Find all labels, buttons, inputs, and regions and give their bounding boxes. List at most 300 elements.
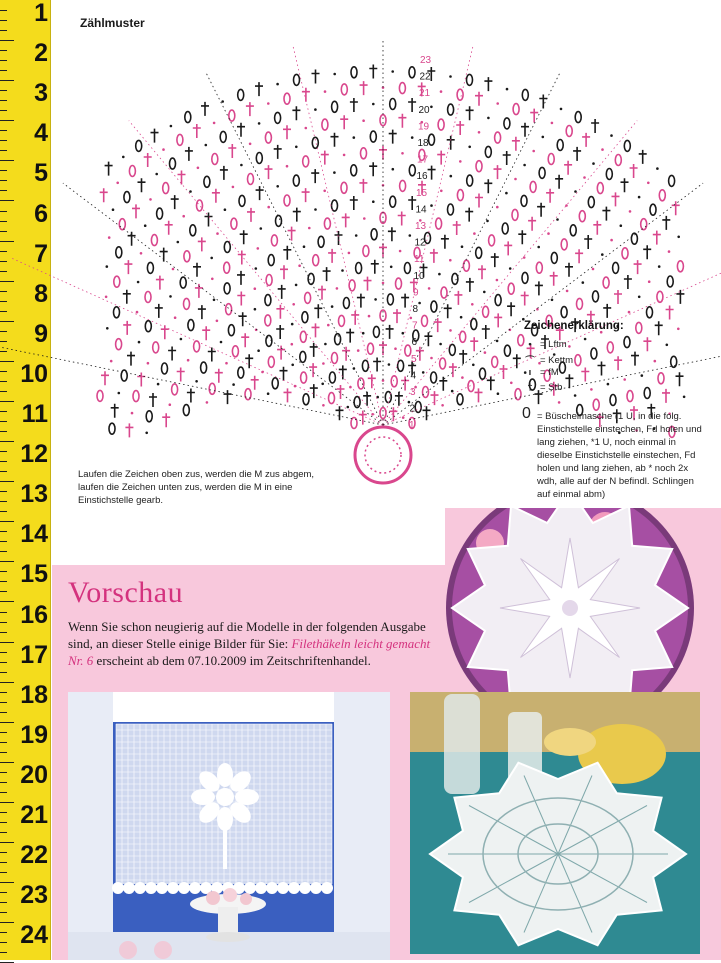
cluster-stitch [468,381,474,392]
ruler-tick [0,792,7,793]
chain-stitch [402,332,405,335]
chain-stitch [410,317,413,320]
cluster-stitch [476,247,482,258]
row-number: 15 [416,187,428,199]
chain-stitch [137,281,140,284]
chain-stitch [486,220,489,223]
chain-stitch [468,146,471,149]
row-number: 6 [411,337,418,349]
chain-stitch [362,332,365,335]
double-crochet-stitch [369,65,377,79]
double-crochet-stitch [393,309,401,323]
chain-stitch [162,148,165,151]
chain-stitch [566,290,569,293]
double-crochet-stitch [276,305,284,319]
double-crochet-stitch [128,232,136,246]
cluster-stitch [170,158,176,169]
chain-stitch [106,327,109,330]
double-crochet-stitch [503,151,511,165]
row-number: 3 [410,387,416,398]
cluster-stitch [373,326,379,337]
double-crochet-stitch [424,332,432,346]
double-crochet-stitch [494,165,502,179]
chain-stitch [169,295,172,298]
chain-stitch [213,299,216,302]
ruler-tick [0,772,7,773]
cluster-stitch [669,175,675,186]
cluster-stitch [548,154,554,165]
cluster-stitch [201,362,207,373]
cluster-stitch [398,360,404,371]
chain-stitch [509,267,512,270]
chain-stitch [224,208,227,211]
chain-stitch [583,176,586,179]
chain-stitch [648,280,651,283]
ruler-number: 15 [20,560,48,589]
double-crochet-stitch [416,347,424,361]
cluster-stitch [521,195,527,206]
ruler-tick [0,922,14,923]
chain-stitch [401,152,404,155]
double-crochet-stitch [672,201,680,215]
cluster-stitch [658,373,664,384]
chain-stitch [372,103,375,106]
ruler-tick [0,642,14,643]
chain-stitch [666,344,669,347]
double-crochet-stitch [528,217,536,231]
ruler-tick [0,762,14,763]
double-crochet-stitch [101,371,109,385]
chain-stitch [260,227,263,230]
double-crochet-stitch [521,123,529,137]
ruler-tick [0,902,7,903]
chain-stitch [390,266,393,269]
cluster-stitch [119,219,125,230]
chain-stitch [638,296,641,299]
double-crochet-stitch [137,373,145,387]
double-crochet-stitch [312,70,320,84]
double-crochet-stitch [484,179,492,193]
chain-stitch [532,150,535,153]
ruler-number: 1 [34,0,48,27]
ruler-number: 24 [20,921,48,950]
ruler-tick [0,692,7,693]
cluster-stitch [671,356,677,367]
double-crochet-stitch [276,325,284,339]
legend-item-text: = Stb [540,382,563,393]
double-crochet-stitch [612,192,620,206]
cluster-stitch [284,195,290,206]
double-crochet-stitch [237,271,245,285]
double-crochet-stitch [624,275,632,289]
chain-stitch [172,268,175,271]
double-crochet-stitch [453,221,461,235]
cluster-stitch [183,405,189,416]
chain-stitch [144,224,147,227]
curtain-scallop [277,882,289,894]
double-crochet-stitch [447,136,455,150]
double-crochet-stitch [335,231,343,245]
chain-stitch [105,296,108,299]
cluster-stitch [351,165,357,176]
chain-stitch [658,265,661,268]
cluster-stitch [239,195,245,206]
chain-stitch [291,323,294,326]
double-crochet-stitch [346,329,354,343]
chain-stitch [205,144,208,147]
cluster-stitch [302,312,308,323]
ruler-number: 8 [34,279,48,308]
row-number: 7 [412,320,418,332]
double-crochet-stitch [398,212,406,226]
double-crochet-stitch [359,179,367,193]
double-crochet-stitch [564,161,572,175]
chain-stitch [449,259,452,262]
chain-stitch [451,390,454,393]
preview-text-before: Wenn Sie schon neugierig auf die Modelle in der folgenden Ausgabe sind, an dieser Stelle einige Bilder für Sie: [68,619,426,651]
ruler-number: 9 [34,319,48,348]
double-crochet-stitch [475,388,483,402]
row-number: 14 [415,204,427,216]
double-crochet-stitch [439,377,447,391]
ruler-number: 3 [34,79,48,108]
double-crochet-stitch [198,305,206,319]
cluster-stitch [266,335,272,346]
double-crochet-stitch [178,171,186,185]
chain-stitch [574,190,577,193]
photo-star-doily [445,508,721,716]
ruler-tick [0,832,7,833]
cluster-stitch [513,104,519,115]
chain-stitch [428,287,431,290]
curtain-scallop [189,882,201,894]
ruler-tick [0,752,7,753]
ruler-tick [0,862,7,863]
chain-stitch [523,164,526,167]
arc-symbol: ⌒ [525,356,535,367]
cluster-stitch [265,295,271,306]
double-crochet-stitch [602,207,610,221]
cluster-stitch [489,235,495,246]
curtain-scallop [266,882,278,894]
double-crochet-stitch [280,367,288,381]
center-ring-inner [365,437,401,473]
chain-stitch [439,343,442,346]
cluster-stitch [476,161,482,172]
double-crochet-stitch [155,304,163,318]
chain-stitch [147,362,150,365]
double-crochet-stitch [581,368,589,382]
double-crochet-stitch [614,356,622,370]
chain-stitch [357,349,360,352]
cluster-stitch [339,315,345,326]
chain-stitch [560,108,563,111]
ruler-tick [0,842,14,843]
double-crochet-stitch [575,249,583,263]
row-number: 4 [410,370,417,382]
chain-stitch [155,173,158,176]
cluster-stitch [294,74,300,85]
double-crochet-stitch [283,246,291,260]
cluster-stitch [354,397,360,408]
double-crochet-stitch [408,98,416,112]
cluster-stitch [332,353,338,364]
cluster-stitch [172,384,178,395]
chain-stitch [324,343,327,346]
cluster-stitch [163,183,169,194]
cluster-stitch [588,197,594,208]
cluster-stitch [644,388,650,399]
double-crochet-stitch [373,358,381,372]
ruler-tick [0,722,14,723]
chain-stitch [136,311,139,314]
chain-stitch [418,302,421,305]
cluster-stitch [441,287,447,298]
cluster-stitch [362,360,368,371]
cluster-stitch [197,200,203,211]
double-crochet-stitch [643,337,651,351]
double-crochet-stitch [339,365,347,379]
chain-spoke [207,74,383,425]
chain-stitch [322,362,325,365]
preview-title: Vorschau [68,576,184,609]
cluster-stitch [308,273,314,284]
double-crochet-stitch [662,389,670,403]
ruler-number: 16 [20,600,48,629]
dot-symbol: • [528,339,532,350]
filet-flower-center [216,788,234,806]
legend-item-text: = fM [540,367,559,378]
curtain-scallop [255,882,267,894]
double-crochet-stitch [292,106,300,120]
double-crochet-stitch [655,321,663,335]
chain-stitch [331,305,334,308]
cluster-stitch [265,132,271,143]
double-crochet-stitch [255,82,263,96]
photo-table-doily [410,692,700,954]
chain-stitch [295,146,298,149]
double-crochet-stitch [379,243,387,257]
ruler-number: 12 [20,440,48,469]
chain-stitch [210,257,213,260]
double-crochet-stitch [653,231,661,245]
cluster-stitch [522,272,528,283]
double-crochet-stitch [591,119,599,133]
chain-stitch [216,320,219,323]
chain-stitch [305,127,308,130]
double-crochet-stitch [138,178,146,192]
chain-stitch [291,364,294,367]
double-crochet-stitch [100,188,108,202]
cluster-stitch [622,248,628,259]
ruler-number: 19 [20,720,48,749]
double-crochet-stitch [482,325,490,339]
cluster-stitch [485,146,491,157]
cluster-stitch [415,402,421,413]
legend-title: Zeichenerklärung: [524,320,624,332]
ruler-number: 13 [20,480,48,509]
double-crochet-stitch [237,292,245,306]
chain-stitch [347,406,350,409]
ruler-tick [0,662,7,663]
cluster-stitch [276,215,282,226]
chain-stitch [276,83,279,86]
row-number: 20 [418,104,430,116]
chain-stitch [372,200,375,203]
double-crochet-stitch [350,98,358,112]
chain-stitch [323,190,326,193]
ruler-number: 23 [20,881,48,910]
double-crochet-stitch [444,304,452,318]
row-number: 22 [419,71,431,83]
cluster-stitch [229,110,235,121]
chain-stitch [267,206,270,209]
ruler-number: 10 [20,359,48,388]
cluster-stitch [370,131,376,142]
cluster-stitch [190,225,196,236]
chain-stitch [558,401,561,404]
double-crochet-stitch [478,265,486,279]
cluster-stitch [272,378,278,389]
cluster-stitch [508,283,514,294]
double-crochet-stitch [507,302,515,316]
double-crochet-stitch [491,253,499,267]
chain-stitch [255,267,258,270]
double-crochet-stitch [280,265,288,279]
center-ring [355,427,411,483]
cluster-stitch [224,242,230,253]
cluster-stitch [136,140,142,151]
double-crochet-stitch [168,347,176,361]
double-crochet-stitch [494,313,502,327]
chain-stitch [496,102,499,105]
cluster-stitch [231,218,237,229]
chain-stitch [348,252,351,255]
ruler-tick [0,732,7,733]
ruler-tick [0,892,7,893]
ruler-tick [0,802,14,803]
double-crochet-stitch [302,188,310,202]
cluster-stitch [504,345,510,356]
double-crochet-stitch [631,352,639,366]
ruler-tick [0,942,7,943]
double-crochet-stitch [662,216,670,230]
cluster-stitch [650,204,656,215]
double-crochet-stitch [123,321,131,335]
chain-stitch [497,392,500,395]
chain-stitch [487,117,490,120]
chain-stitch [471,303,474,306]
double-crochet-stitch [676,372,684,386]
ruler-number: 6 [34,199,48,228]
chain-stitch [254,308,257,311]
cluster-stitch [341,182,347,193]
chain-stitch [363,217,366,220]
doily-center [562,600,578,616]
chain-stitch [514,178,517,181]
ruler-tick [0,712,7,713]
ruler-number: 17 [20,640,48,669]
double-crochet-stitch [666,306,674,320]
chain-stitch [641,374,644,377]
double-crochet-stitch [371,260,379,274]
chain-stitch [213,122,216,125]
cluster-stitch [116,339,122,350]
cluster-stitch [624,337,630,348]
preview-text-after: erscheint ab dem 07.10.2009 im Zeitschriftenhandel. [93,653,371,668]
chain-stitch [461,376,464,379]
cluster-stitch [607,342,613,353]
double-crochet-stitch [310,384,318,398]
double-crochet-stitch [484,77,492,91]
ruler-number: 20 [20,760,48,789]
double-crochet-stitch [593,221,601,235]
ruler-number: 21 [20,801,48,829]
cluster-stitch [358,378,364,389]
double-crochet-stitch [127,352,135,366]
cluster-stitch [329,393,335,404]
chain-stitch [216,232,219,235]
double-crochet-stitch [428,166,436,180]
cluster-stitch [162,363,168,374]
double-crochet-stitch [185,147,193,161]
cluster-stitch [204,176,210,187]
chain-stitch [182,215,185,218]
chain-stitch [430,204,433,207]
row-number: 8 [412,304,419,315]
double-crochet-stitch [582,133,590,147]
cluster-stitch [570,225,576,236]
cluster-stitch [603,277,609,288]
cluster-stitch [371,229,377,240]
double-crochet-stitch [144,153,152,167]
double-crochet-stitch [215,369,223,383]
chain-stitch [388,363,391,366]
ruler-number: 7 [34,239,48,268]
double-crochet-stitch [621,178,629,192]
cluster-stitch [341,84,347,95]
double-crochet-stitch [364,277,372,291]
cluster-stitch [129,166,135,177]
ruler-tick [0,682,14,683]
chain-spoke [12,258,383,425]
double-crochet-stitch [342,347,350,361]
cluster-stitch [356,263,362,274]
chain-stitch [276,185,279,188]
cluster-stitch [185,112,191,123]
cluster-stitch [343,298,349,309]
cluster-stitch [248,174,254,185]
cluster-stitch [220,131,226,142]
double-crochet-stitch [245,354,253,368]
chain-stitch [195,380,198,383]
cluster-stitch [539,167,545,178]
ruler-number: 14 [20,520,48,549]
chain-stitch [374,298,377,301]
cluster-stitch [224,283,230,294]
chain-stitch [677,328,680,331]
chain-stitch [441,404,444,407]
cluster-stitch [460,331,466,342]
cluster-stitch [380,408,386,419]
ruler-tick [0,612,7,613]
cluster-stitch [422,315,428,326]
cluster-stitch [561,239,567,250]
cluster-stitch [268,356,274,367]
chain-stitch [391,70,394,73]
double-crochet-stitch [513,354,521,368]
chain-stitch [592,162,595,165]
